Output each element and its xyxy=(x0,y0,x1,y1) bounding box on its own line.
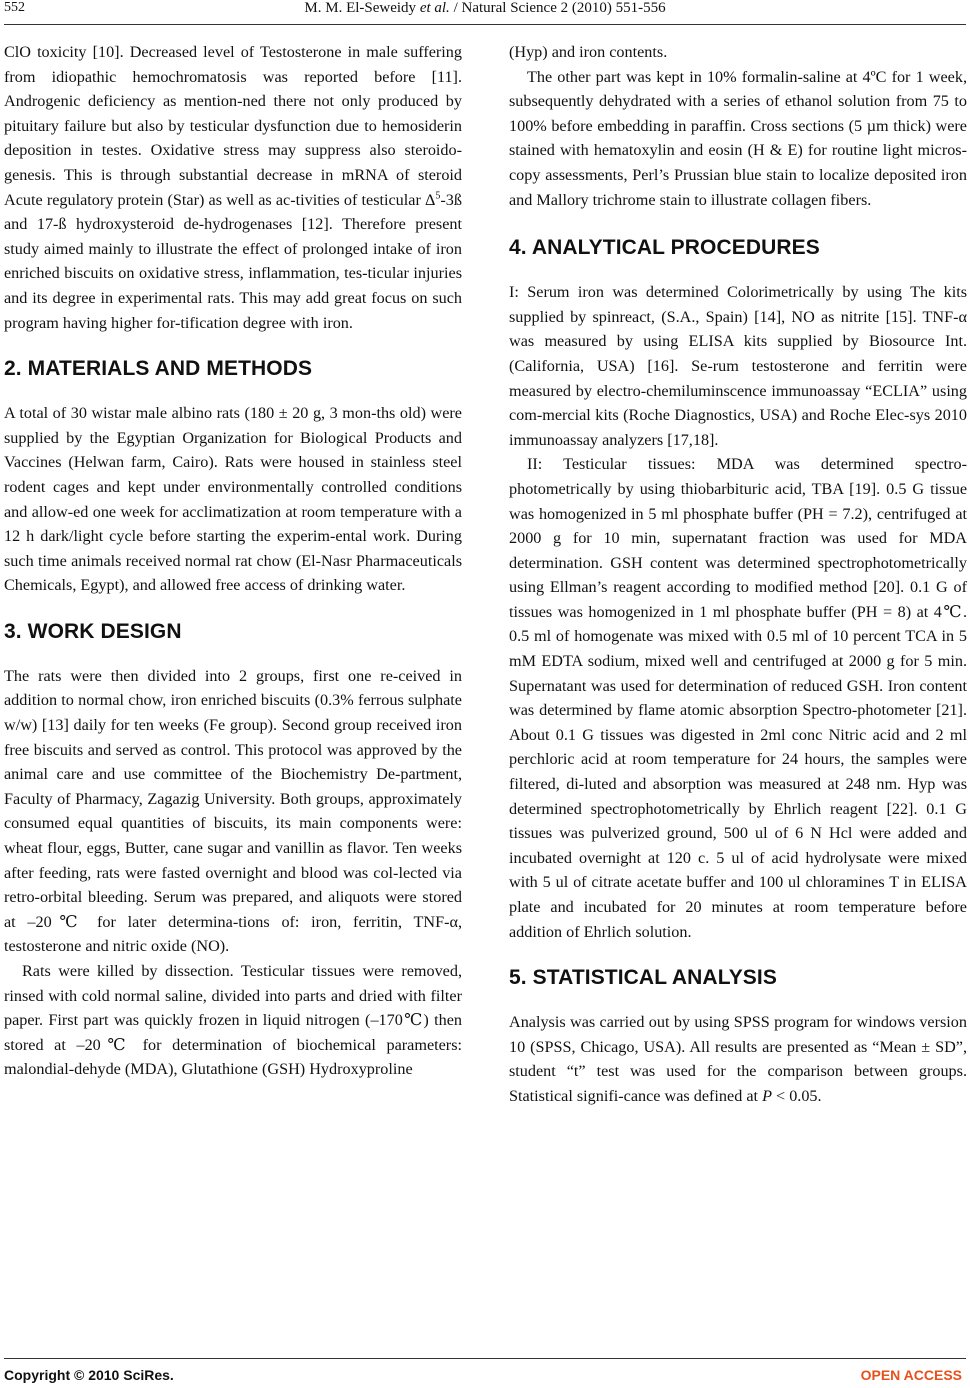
section-4-paragraph-2: II: Testicular tissues: MDA was determined spectro-photometrically by using thiobarbituric acid, TBA [19]. 0.5 G tissue was homogenized in 5 ml phosphate buffer (PH = 7.2), centrifuged at 2000 g for 10 min, supernatant fraction was used for MDA determination. GSH content was determined spectrophotometrically using Ellman’s reagent according to modified method [20]. 0.1 G of tissues was homogenized in 1 ml phosphate buffer (PH = 8) at 4℃. 0.5 ml of homogenate was mixed with 0.5 ml of 10 percent TCA in 5 mM EDTA sodium, mixed well and centrifuged at 2000 g for 5 min. Supernatant was used for determination of reduced GSH. Iron content was determined by flame atomic absorption Spectro-photometer [21]. About 0.1 G tissues was digested in 2ml conc Nitric acid and 2 ml perchloric acid at room temperature for 24 hours, the samples were filtered, di-luted and absorption was measured at 248 nm. Hyp was determined spectrophotometrically by Ehrlich reagent [22]. 0.1 G tissues was pulverized ground, 500 ul of 6 N Hcl were added and incubated overnight at 120 c. 5 ul of acid hydrolysate were mixed with 5 ul of citrate acetate buffer and 100 ul chloramines T in ELISA plate and incubated for 20 minutes at room temperature before addition of Ehrlich solution. xyxy=(509,455,967,941)
section-5-text: Analysis was carried out by using SPSS program for windows version 10 (SPSS, Chicago, USA). All results are presented as “Mean ± SD”, student “t” test was used for the comparison between groups. Statistical signifi-cance was defined at xyxy=(509,1013,967,1105)
left-column xyxy=(4,40,462,1082)
footer-open-access: OPEN ACCESS xyxy=(860,1367,962,1383)
footer-rule xyxy=(4,1358,966,1359)
continuation-line: (Hyp) and iron contents. xyxy=(509,43,668,61)
delta-superscript: 5 xyxy=(435,190,441,202)
header-citation: / Natural Science 2 (2010) 551-556 xyxy=(453,0,666,16)
section-4-paragraph-1: I: Serum iron was determined Colorimetrically by using The kits supplied by spinreact, (S.A., Spain) [14], NO as nitrite [15]. TNF-α was measured by using ELISA kits supplied by Biosource Int. (California, USA) [16]. Se-rum testosterone and ferritin were measured by electro-chemiluminscence immunoassay “ECLIA” using com-mercial kits (Roche Diagnostics, USA) and Roche Elec-sys 2010 immunoassay analyzers [17,18]. xyxy=(509,283,967,449)
section-3-paragraph-2: Rats were killed by dissection. Testicular tissues were removed, rinsed with cold normal saline, divided into parts and dried with filter paper. First part was quickly frozen in liquid nitrogen (–170℃) then stored at –20℃ for determination of biochemical parameters: malondial-dehyde (MDA), Glutathione (GSH) Hydroxyproline xyxy=(4,962,462,1079)
header-rule xyxy=(4,24,966,25)
header-authors: M. M. El-Seweidy xyxy=(304,0,417,16)
section-3-heading: 3. WORK DESIGN xyxy=(4,619,182,643)
section-3-paragraph-1: The rats were then divided into 2 groups, first one re-ceived in addition to normal chow, iron enriched biscuits (0.3% ferrous sulphate w/w) [13] daily for ten weeks (Fe group). Second group received iron free biscuits and served as control. This protocol was approved by the animal care and use committee of the Biochemistry De-partment, Faculty of Pharmacy, Zagazig University. Both groups, approximately consumed equal quantities of biscuits, its main components were: wheat flour, eggs, Butter, cane sugar and vanillin as flavor. Ten weeks after feeding, rats were fasted overnight and blood was col-lected via retro-orbital bleeding. Serum was prepared, and aliquots were stored at –20℃ for later determina-tions of: iron, ferritin, TNF-α, testosterone and nitric oxide (NO). xyxy=(4,666,462,956)
section-5-text-tail: < 0.05. xyxy=(771,1086,822,1105)
section-4-heading: 4. ANALYTICAL PROCEDURES xyxy=(509,236,820,260)
section-5-paragraph xyxy=(509,1010,967,1108)
formalin-paragraph: The other part was kept in 10% formalin-saline at 4ºC for 1 week, subsequently dehydrated with a series of ethanol solution from 75 to 100% before embedding in paraffin. Cross sections (5 µm thick) were stained with hematoxylin and eosin (H & E) for routine light micros-copy assessments, Perl’s Prussian blue stain to localize deposited iron and Mallory trichrome stain to illustrate collagen fibers. xyxy=(509,67,967,209)
footer-copyright: Copyright © 2010 SciRes. xyxy=(4,1367,174,1383)
intro-text: ClO toxicity [10]. Decreased level of Testosterone in male suffering from idiopathic hemochromatosis was reported before [11]. Androgenic deficiency as mention-ned there not only produced by pituitary failure but also by testicular dysfunction due to hemosiderin deposition in testes. Oxidative stress may suppress also steroido-genesis. This is through substantial decrease in mRNA of steroid Acute regulatory protein (Star) as well as ac-tivities of testicular Δ xyxy=(4,43,462,209)
page-number: 552 xyxy=(4,0,25,15)
right-column xyxy=(509,40,967,1109)
p-value-symbol: P xyxy=(762,1086,772,1105)
section-2-heading: 2. MATERIALS AND METHODS xyxy=(4,357,313,381)
section-2-paragraph: A total of 30 wistar male albino rats (180 ± 20 g, 3 mon-ths old) were supplied by the Egyptian Organization for Biological Products and Vaccines (Helwan farm, Cairo). Rats were housed in stainless steel rodent cages and kept under environmentally controlled conditions and allow-ed one week for acclimatization at room temperature with a 12 h dark/light cycle before starting the experim-ental work. During such time animals received normal rat chow (El-Nasr Pharmaceuticals Chemicals, Egypt), and allowed free access of drinking water. xyxy=(4,404,462,595)
header-et-al: et al. xyxy=(419,0,450,16)
intro-paragraph xyxy=(4,40,462,335)
intro-text-tail: -3ß and 17-ß hydroxysteroid de-hydrogenases [12]. Therefore present study aimed mainly to illustrate the effect of prolonged intake of iron enriched biscuits on oxidative stress, inflammation, tes-ticular injuries and its degree in experimental rats. This may add great focus on such program having higher for-tification degree with iron. xyxy=(4,190,462,332)
running-header xyxy=(0,0,970,17)
section-5-heading: 5. STATISTICAL ANALYSIS xyxy=(509,966,777,990)
